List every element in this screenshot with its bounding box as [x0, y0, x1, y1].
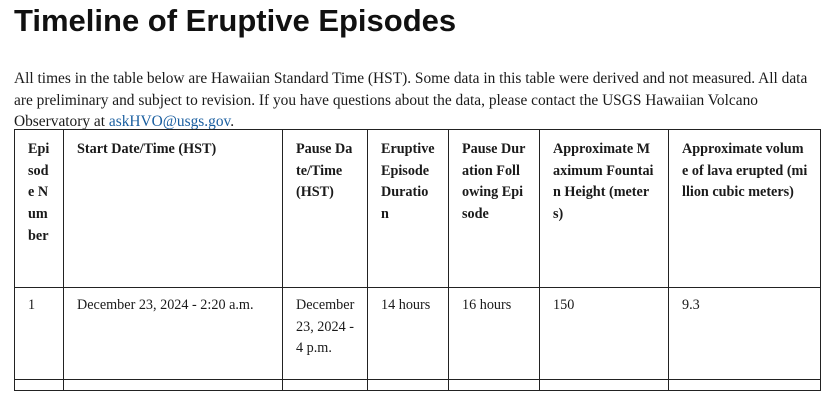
- cell-pause-date: December 23, 2024 - 4 p.m.: [283, 288, 368, 380]
- cell-partial: [368, 380, 449, 391]
- cell-partial: [283, 380, 368, 391]
- header-pause-duration: Pause Duration Following Episode: [449, 130, 540, 288]
- intro-end: .: [230, 113, 235, 131]
- page-title: Timeline of Eruptive Episodes: [14, 3, 457, 38]
- table-row: [15, 288, 821, 380]
- cell-episode-number: 1: [15, 288, 64, 380]
- intro-paragraph: [14, 68, 826, 133]
- cell-lava-volume: 9.3: [669, 288, 821, 380]
- cell-partial: [540, 380, 669, 391]
- header-pause-date: Pause Date/Time (HST): [283, 130, 368, 288]
- header-fountain-height: Approximate Maximum Fountain Height (meters): [540, 130, 669, 288]
- eruptive-episodes-table: [14, 129, 821, 391]
- cell-episode-duration: 14 hours: [368, 288, 449, 380]
- header-lava-volume: Approximate volume of lava erupted (million cubic meters): [669, 130, 821, 288]
- cell-partial: [449, 380, 540, 391]
- header-start-date: Start Date/Time (HST): [64, 130, 283, 288]
- header-episode-duration: Eruptive Episode Duration: [368, 130, 449, 288]
- cell-pause-duration: 16 hours: [449, 288, 540, 380]
- cell-partial: [64, 380, 283, 391]
- cell-partial: [669, 380, 821, 391]
- cell-fountain-height: 150: [540, 288, 669, 380]
- header-episode-number: Episode Number: [15, 130, 64, 288]
- email-link[interactable]: askHVO@usgs.gov: [108, 113, 231, 131]
- cell-start-date: December 23, 2024 - 2:20 a.m.: [64, 288, 283, 380]
- intro-text: All times in the table below are Hawaiian Standard Time (HST). Some data in this table were derived and not measured. All data are preliminary and subject to revision. If you have questions about the data, please contact the USGS Hawaiian Volcano Observatory at: [14, 70, 808, 131]
- table-row-partial: [15, 380, 821, 391]
- table-header-row: [15, 130, 821, 288]
- cell-partial: [15, 380, 64, 391]
